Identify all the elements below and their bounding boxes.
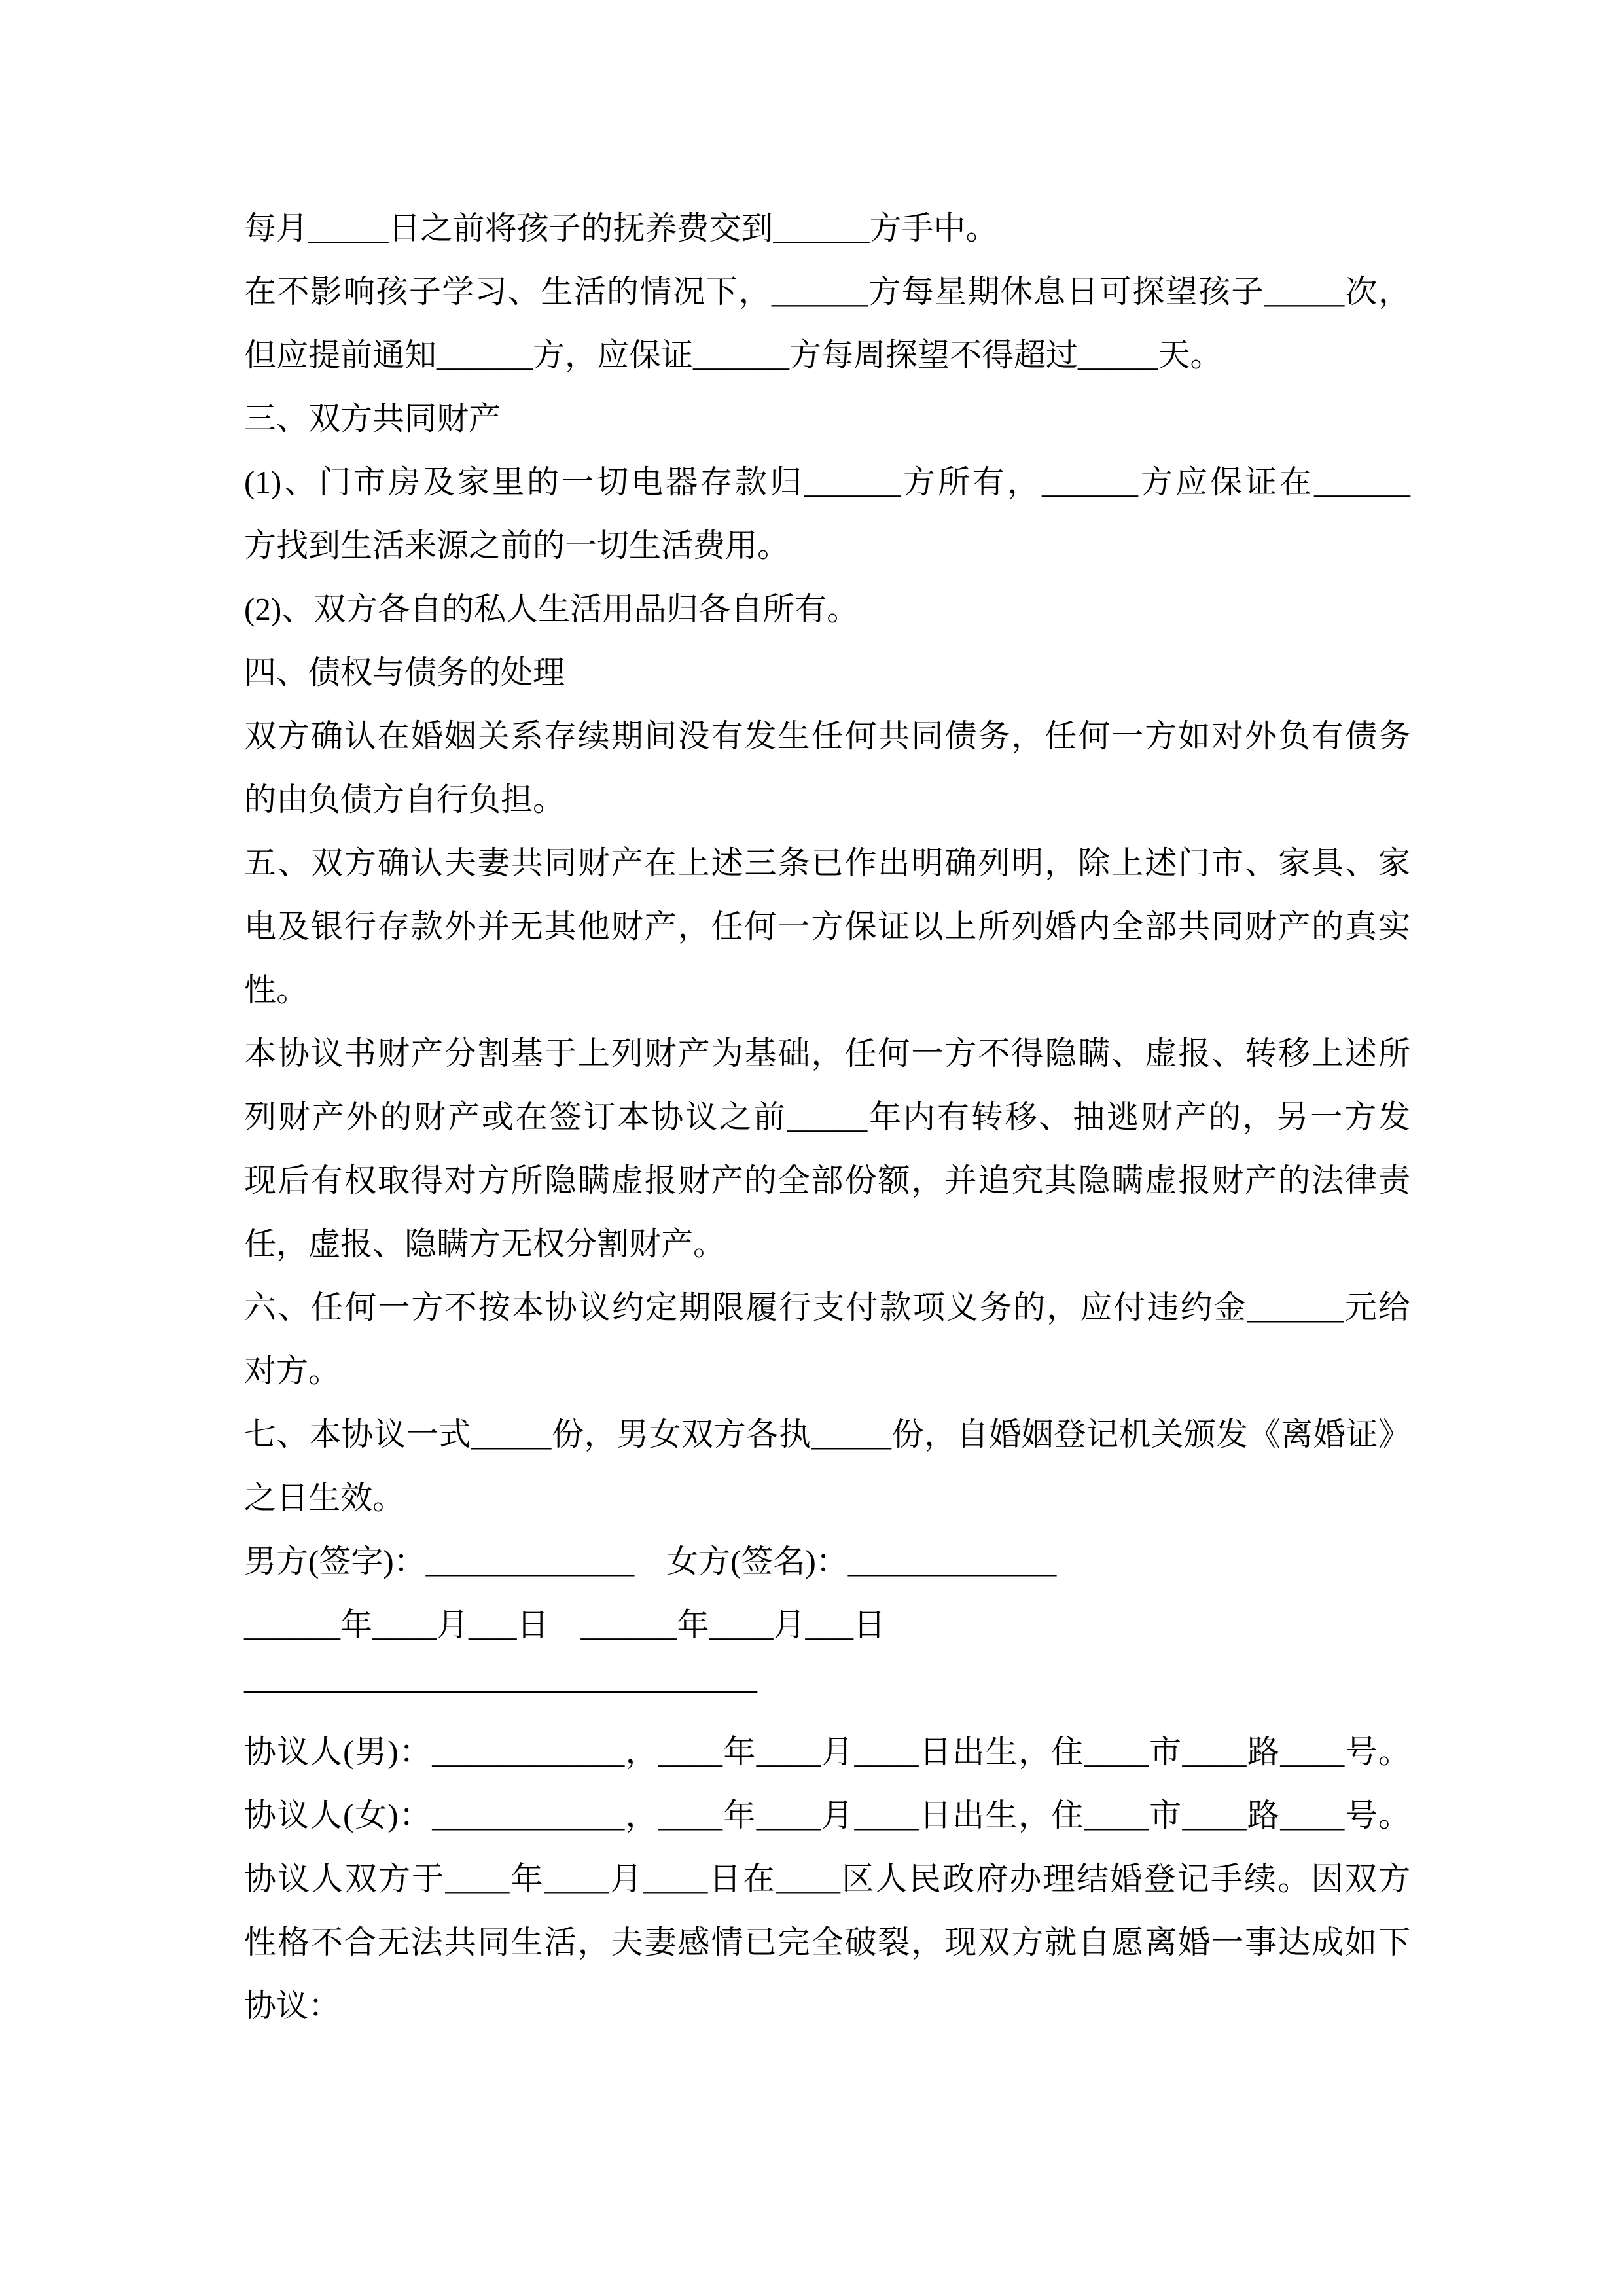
document-line: 协议： <box>244 1988 341 2024</box>
document-line: 七、本协议一式_____份，男女双方各执_____份，自婚姻登记机关颁发《离婚证》 <box>244 1416 1410 1452</box>
document-line: 任，虚报、隐瞒方无权分割财产。 <box>244 1226 726 1262</box>
document-line: 每月_____日之前将孩子的抚养费交到______方手中。 <box>244 210 998 246</box>
document-line: ———————————————— <box>244 1670 757 1706</box>
document-line: 三、双方共同财产 <box>244 401 501 437</box>
document-line: 男方(签字)：_____________ 女方(签名)：_____________ <box>244 1543 1057 1579</box>
document-line: 在不影响孩子学习、生活的情况下，______方每星期休息日可探望孩子_____次， <box>244 274 1410 310</box>
document-line: 之日生效。 <box>244 1480 405 1516</box>
document-line: 的由负债方自行负担。 <box>244 781 565 817</box>
document-line: 电及银行存款外并无其他财产，任何一方保证以上所列婚内全部共同财产的真实 <box>244 908 1410 944</box>
document-line: 列财产外的财产或在签订本协议之前_____年内有转移、抽逃财产的，另一方发 <box>244 1099 1410 1135</box>
document-line: 协议人双方于____年____月____日在____区人民政府办理结婚登记手续。因双方 <box>244 1861 1410 1897</box>
document-line: 四、债权与债务的处理 <box>244 655 565 691</box>
document-line: 方找到生活来源之前的一切生活费用。 <box>244 528 790 564</box>
document-line: 五、双方确认夫妻共同财产在上述三条已作出明确列明，除上述门市、家具、家 <box>244 845 1410 881</box>
document-line: 本协议书财产分割基于上列财产为基础，任何一方不得隐瞒、虚报、转移上述所 <box>244 1035 1410 1071</box>
document-line: (1)、门市房及家里的一切电器存款归______方所有，______方应保证在______ <box>244 464 1410 500</box>
document-line: 性格不合无法共同生活，夫妻感情已完全破裂，现双方就自愿离婚一事达成如下 <box>244 1924 1410 1960</box>
document-body <box>244 196 1410 2037</box>
document-line: 但应提前通知______方，应保证______方每周探望不得超过_____天。 <box>244 337 1222 373</box>
document-line: 协议人(男)：____________，____年____月____日出生，住____市____路____号。 <box>244 1734 1410 1770</box>
document-line: (2)、双方各自的私人生活用品归各自所有。 <box>244 591 859 627</box>
document-line: 双方确认在婚姻关系存续期间没有发生任何共同债务，任何一方如对外负有债务 <box>244 718 1410 754</box>
document-line: ______年____月___日 ______年____月___日 <box>244 1607 886 1643</box>
document-line: 对方。 <box>244 1353 341 1389</box>
document-line: 现后有权取得对方所隐瞒虚报财产的全部份额，并追究其隐瞒虚报财产的法律责 <box>244 1162 1410 1198</box>
document-line: 协议人(女)：____________，____年____月____日出生，住____市____路____号。 <box>244 1797 1410 1833</box>
document-line: 性。 <box>244 972 309 1008</box>
document-line: 六、任何一方不按本协议约定期限履行支付款项义务的，应付违约金______元给 <box>244 1289 1410 1325</box>
